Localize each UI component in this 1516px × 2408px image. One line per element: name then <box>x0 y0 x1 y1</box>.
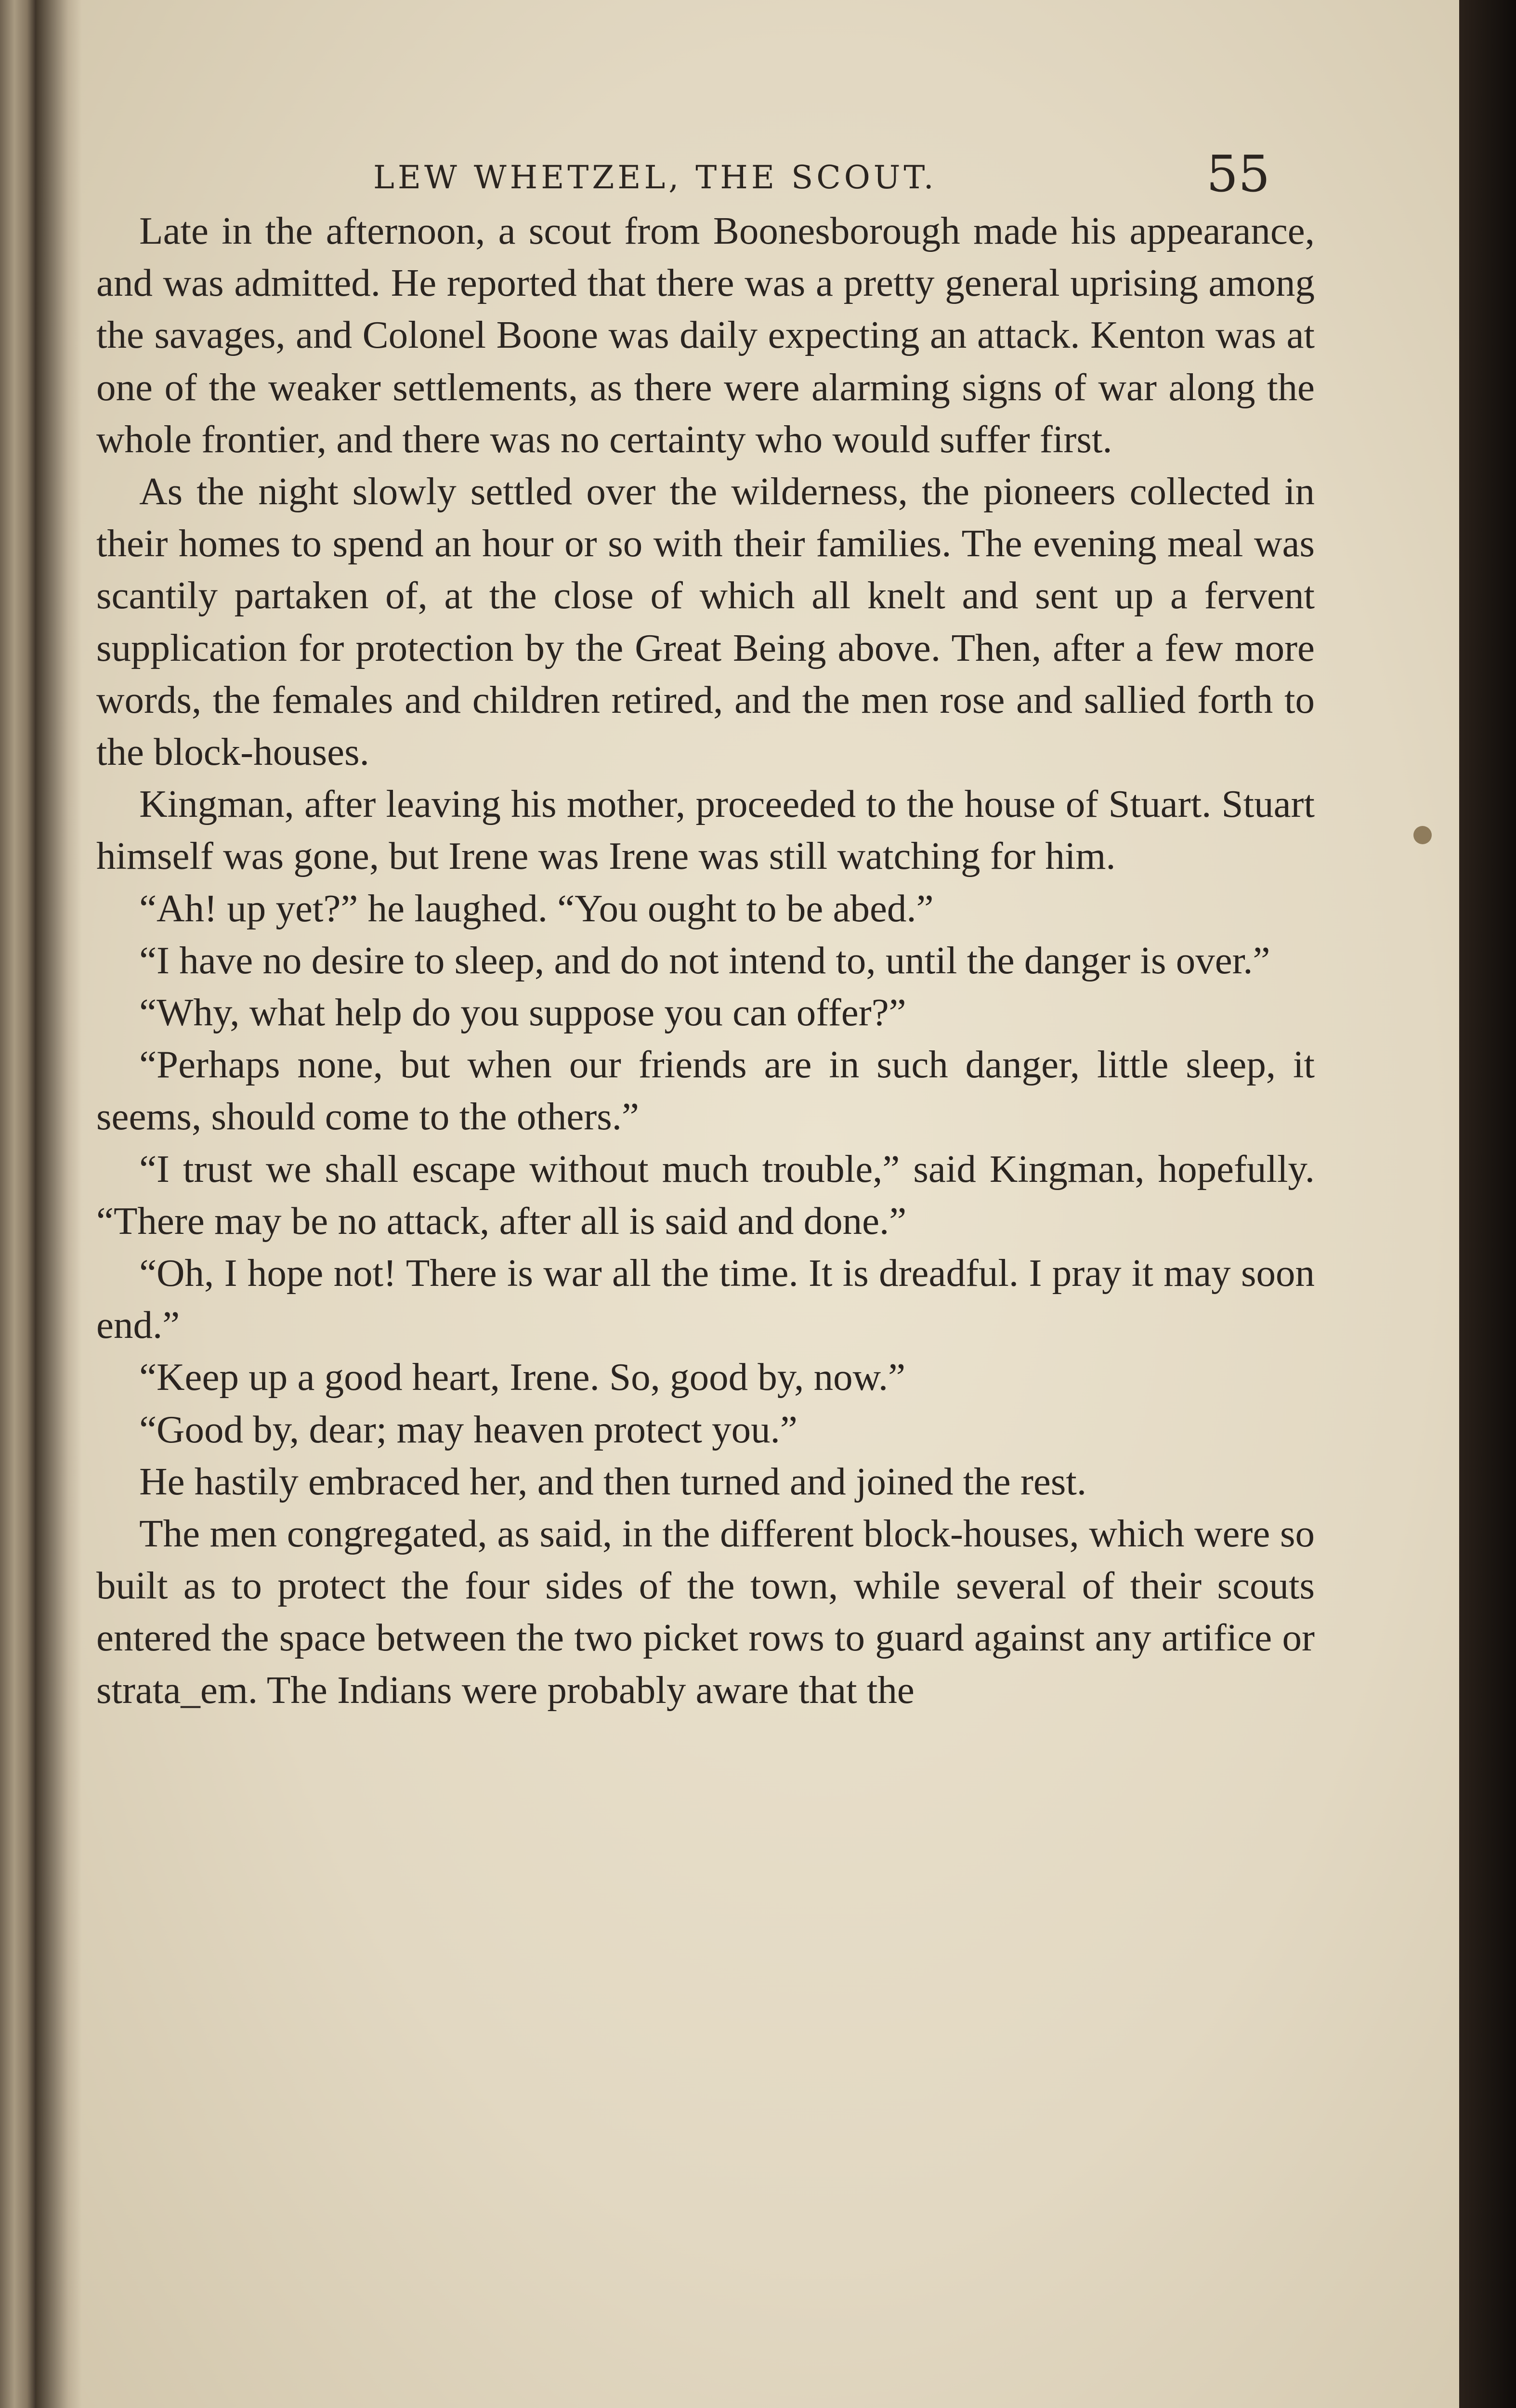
dialogue-paragraph: “Ah! up yet?” he laughed. “You ought to be abed.” <box>139 886 934 930</box>
page-number: 55 <box>1206 144 1270 203</box>
dialogue-paragraph: “Why, what help do you suppose you can offer?” <box>139 991 906 1034</box>
dialogue-paragraph: “Oh, I hope not! There is war all the time. It is dreadful. I pray it may soon end.” <box>96 1251 1315 1347</box>
dialogue-paragraph: “Good by, dear; may heaven protect you.” <box>139 1407 797 1451</box>
page-edge-shadow <box>1459 0 1516 2408</box>
paragraph: As the night slowly settled over the wilderness, the pioneers collected in their homes to spend an hour or so with their families. The evening meal was scantily partaken of, at the close of which all knelt and sent up a fervent supplication for protection by the Great Being above. Then, after a few more words, the females and children retired, and the men rose and sallied forth to the block-houses. <box>96 470 1315 774</box>
paragraph: Late in the afternoon, a scout from Boonesborough made his appearance, and was admitted. He reported that there was a pretty general uprising among the savages, and Colonel Boone was daily expecting an attack. Kenton was at one of the weaker settlements, as there were alarming signs of war along the whole frontier, and there was no certainty who would suffer first. <box>96 209 1315 461</box>
gutter-shadow <box>36 0 82 2408</box>
previous-page-edge <box>0 0 36 2408</box>
paragraph: Kingman, after leaving his mother, proceeded to the house of Stuart. Stuart himself was gone, but Irene was Irene was still watching for him. <box>96 782 1315 878</box>
running-header <box>36 144 1459 202</box>
book-page <box>36 0 1459 2408</box>
dialogue-paragraph: “Keep up a good heart, Irene. So, good by, now.” <box>139 1355 906 1399</box>
running-title: LEW WHETZEL, THE SCOUT. <box>373 159 937 196</box>
paper-blemish <box>1413 826 1432 844</box>
paragraph: He hastily embraced her, and then turned and joined the rest. <box>139 1459 1087 1503</box>
paragraph: The men congregated, as said, in the different block-houses, which were so built as to protect the four sides of the town, while several of their scouts entered the space between the two picket rows to guard against any artifice or strata_em. The Indians were probably aware that the <box>96 1512 1315 1712</box>
dialogue-paragraph: “I have no desire to sleep, and do not intend to, until the danger is over.” <box>139 938 1270 982</box>
dialogue-paragraph: “I trust we shall escape without much trouble,” said Kingman, hopefully. “There may be no attack, after all is said and done.” <box>96 1147 1315 1243</box>
body-text <box>96 205 1315 1716</box>
dialogue-paragraph: “Perhaps none, but when our friends are in such danger, little sleep, it seems, should come to the others.” <box>96 1043 1315 1139</box>
